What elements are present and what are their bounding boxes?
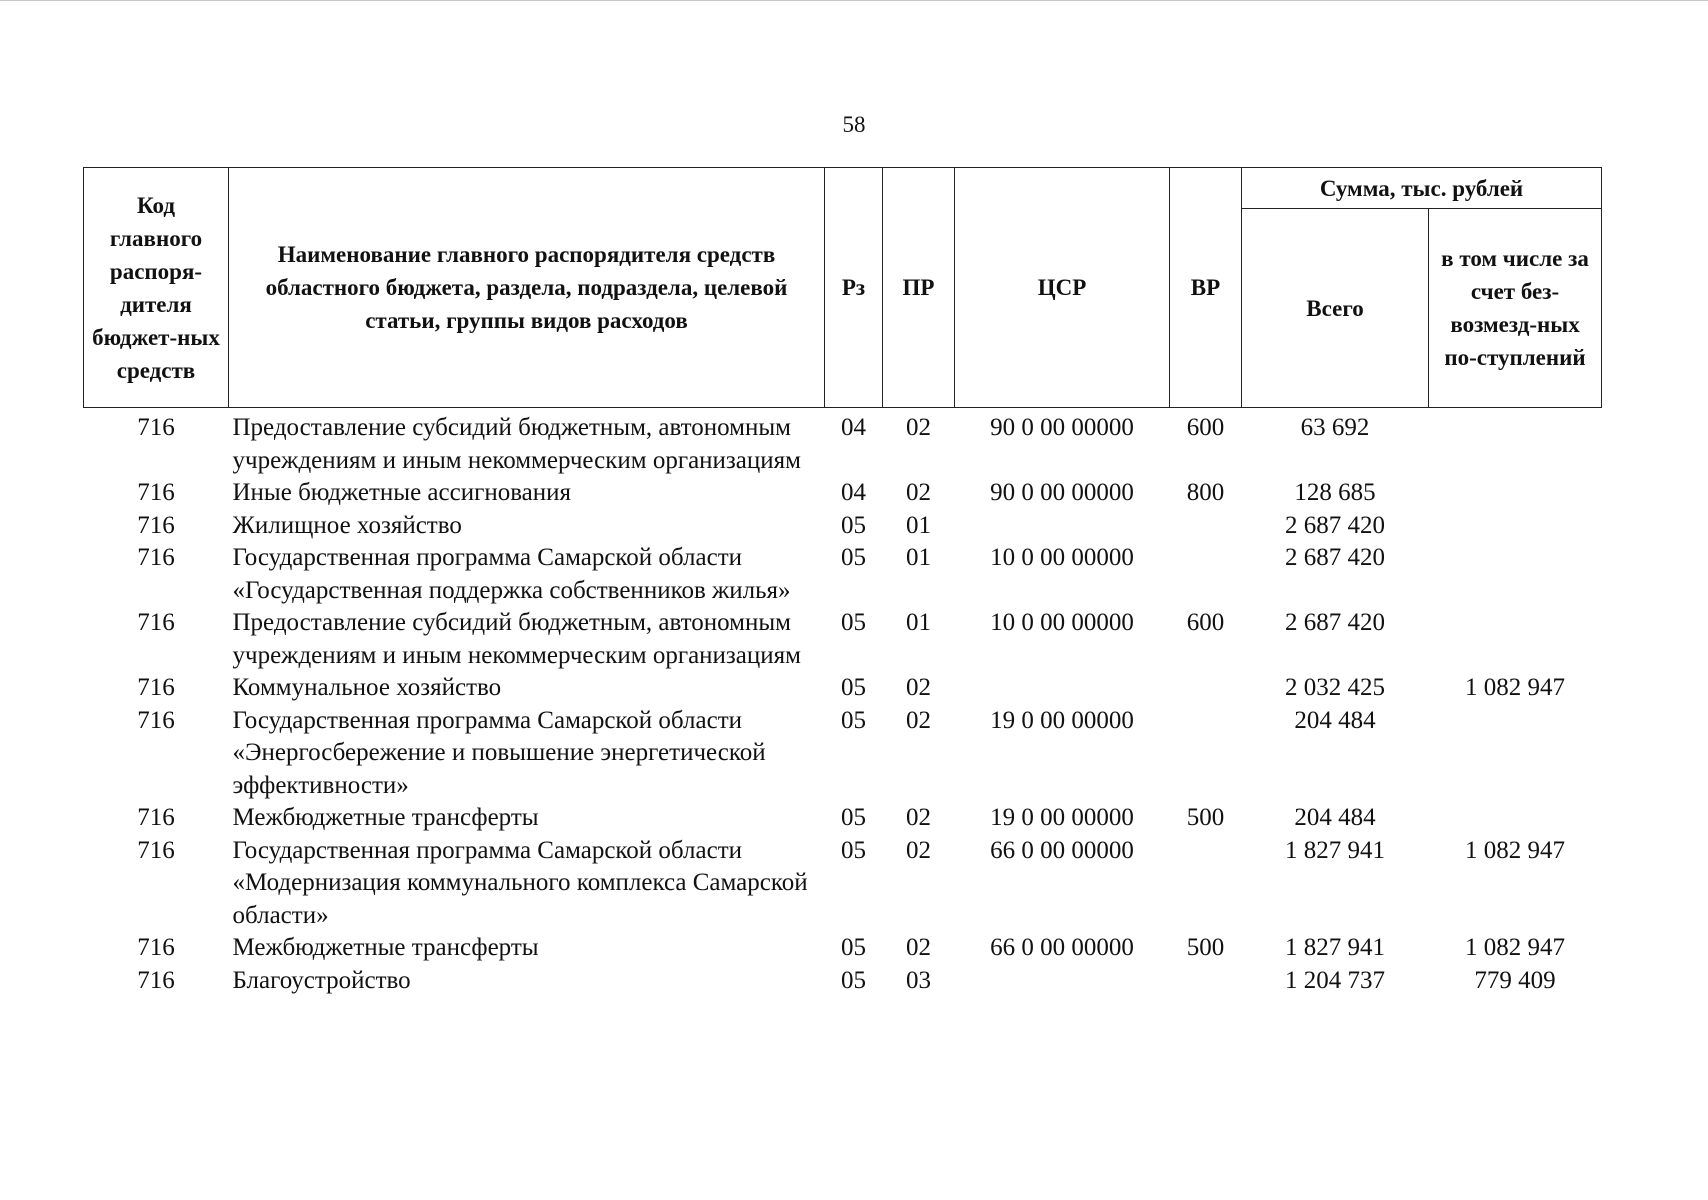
cell-pr: 02: [906, 479, 931, 506]
top-rule: [0, 0, 1708, 1]
cell-csr: 19 0 00 00000: [990, 706, 1134, 734]
cell-total: 2 687 420: [1285, 609, 1385, 636]
cell-total: 63 692: [1300, 414, 1370, 441]
cell-name: Иные бюджетные ассигнования: [232, 479, 572, 506]
cell-pr: 02: [906, 934, 931, 961]
cell-vr: 500: [1186, 934, 1225, 961]
cell-code: 716: [137, 674, 175, 701]
table-row: [84, 802, 1602, 835]
cell-code: 716: [137, 511, 175, 539]
cell-vr: [1170, 965, 1242, 998]
table-header: [84, 168, 1602, 408]
table-row: [84, 672, 1602, 705]
cell-rz: 05: [841, 934, 866, 961]
table-row: [84, 510, 1602, 543]
cell-name: Государственная программа Самарской области «Модернизация коммунального комплекса Самарской области»: [232, 836, 808, 929]
table-row: [84, 542, 1602, 607]
cell-name: Благоустройство: [232, 966, 411, 994]
cell-name: Жилищное хозяйство: [232, 511, 462, 539]
page-number: 58: [842, 112, 866, 137]
cell-vr: 500: [1186, 804, 1225, 831]
cell-csr: 66 0 00 00000: [990, 934, 1134, 961]
cell-pr: 02: [906, 804, 931, 831]
cell-code: 716: [137, 544, 175, 571]
header-incl: в том числе за счет без-возмезд-ных по-ступлений: [1429, 209, 1602, 408]
cell-name: Государственная программа Самарской области «Государственная поддержка собственников жилья»: [232, 544, 791, 604]
cell-pr: 02: [906, 706, 931, 734]
header-csr: ЦСР: [955, 168, 1170, 408]
cell-total: 128 685: [1294, 479, 1376, 506]
cell-csr: 10 0 00 00000: [990, 609, 1134, 636]
cell-pr: 02: [906, 674, 931, 701]
cell-code: 716: [137, 966, 175, 994]
header-sum: Сумма, тыс. рублей: [1242, 168, 1602, 209]
header-total: Всего: [1242, 209, 1429, 408]
cell-total: 2 687 420: [1285, 511, 1385, 539]
header-rz: Рз: [825, 168, 883, 408]
table-body: [84, 408, 1602, 998]
cell-total: 1 827 941: [1285, 934, 1385, 961]
cell-pr: 01: [906, 609, 931, 636]
cell-incl: [1429, 408, 1602, 478]
cell-incl: [1429, 802, 1602, 835]
cell-incl: [1429, 477, 1602, 510]
cell-name: Коммунальное хозяйство: [232, 674, 502, 701]
header-vr: ВР: [1170, 168, 1242, 408]
cell-rz: 05: [841, 706, 866, 734]
cell-pr: 01: [906, 544, 931, 571]
cell-csr: [955, 510, 1170, 543]
cell-vr: 800: [1186, 479, 1225, 506]
cell-rz: 05: [841, 836, 866, 864]
cell-csr: 90 0 00 00000: [990, 414, 1134, 441]
cell-vr: [1170, 542, 1242, 607]
cell-rz: 04: [841, 414, 866, 441]
cell-pr: 02: [906, 836, 931, 864]
cell-csr: 10 0 00 00000: [990, 544, 1134, 571]
cell-total: 2 032 425: [1285, 674, 1385, 701]
table-row: [84, 835, 1602, 933]
cell-code: 716: [137, 934, 175, 961]
cell-rz: 05: [841, 544, 866, 571]
cell-name: Предоставление субсидий бюджетным, автономным учреждениям и иным некоммерческим организациям: [232, 609, 801, 669]
table-row: [84, 607, 1602, 672]
cell-pr: 03: [906, 966, 931, 994]
cell-name: Межбюджетные трансферты: [232, 934, 539, 961]
cell-incl: [1429, 542, 1602, 607]
cell-total: 2 687 420: [1285, 544, 1385, 571]
cell-incl: 1 082 947: [1465, 836, 1565, 864]
header-name: Наименование главного распорядителя средств областного бюджета, раздела, подраздела, целевой статьи, группы видов расходов: [229, 168, 825, 408]
cell-vr: 600: [1186, 609, 1225, 636]
cell-vr: [1170, 510, 1242, 543]
cell-incl: 1 082 947: [1465, 934, 1565, 961]
cell-csr: [955, 965, 1170, 998]
cell-rz: 04: [841, 479, 866, 506]
cell-code: 716: [137, 706, 175, 734]
cell-csr: 66 0 00 00000: [990, 836, 1134, 864]
cell-code: 716: [137, 414, 175, 441]
cell-incl: [1429, 510, 1602, 543]
cell-rz: 05: [841, 609, 866, 636]
cell-code: 716: [137, 836, 175, 864]
cell-csr: 19 0 00 00000: [990, 804, 1134, 831]
cell-name: Межбюджетные трансферты: [232, 804, 539, 831]
cell-vr: [1170, 672, 1242, 705]
table-row: [84, 965, 1602, 998]
cell-incl: [1429, 607, 1602, 672]
cell-rz: 05: [841, 804, 866, 831]
header-code: Код главного распоря-дителя бюджет-ных средств: [84, 168, 229, 408]
cell-csr: [955, 672, 1170, 705]
table-row: [84, 932, 1602, 965]
table-row: [84, 705, 1602, 803]
budget-table: [83, 167, 1602, 997]
cell-pr: 01: [906, 511, 931, 539]
cell-rz: 05: [841, 966, 866, 994]
cell-csr: 90 0 00 00000: [990, 479, 1134, 506]
cell-name: Предоставление субсидий бюджетным, автономным учреждениям и иным некоммерческим организациям: [232, 414, 801, 474]
cell-code: 716: [137, 479, 175, 506]
cell-total: 1 204 737: [1285, 966, 1385, 994]
header-pr: ПР: [883, 168, 955, 408]
cell-total: 1 827 941: [1285, 836, 1385, 864]
table-row: [84, 477, 1602, 510]
cell-incl: [1429, 705, 1602, 803]
cell-incl: 1 082 947: [1465, 674, 1565, 701]
cell-code: 716: [137, 804, 175, 831]
cell-vr: [1170, 705, 1242, 803]
cell-total: 204 484: [1294, 706, 1376, 734]
cell-vr: 600: [1186, 414, 1225, 441]
cell-incl: 779 409: [1474, 966, 1556, 994]
cell-pr: 02: [906, 414, 931, 441]
cell-total: 204 484: [1294, 804, 1376, 831]
cell-rz: 05: [841, 674, 866, 701]
cell-vr: [1170, 835, 1242, 933]
cell-name: Государственная программа Самарской области «Энергосбережение и повышение энергетической эффективности»: [232, 706, 766, 799]
table-row: [84, 408, 1602, 478]
cell-code: 716: [137, 609, 175, 636]
cell-rz: 05: [841, 511, 866, 539]
